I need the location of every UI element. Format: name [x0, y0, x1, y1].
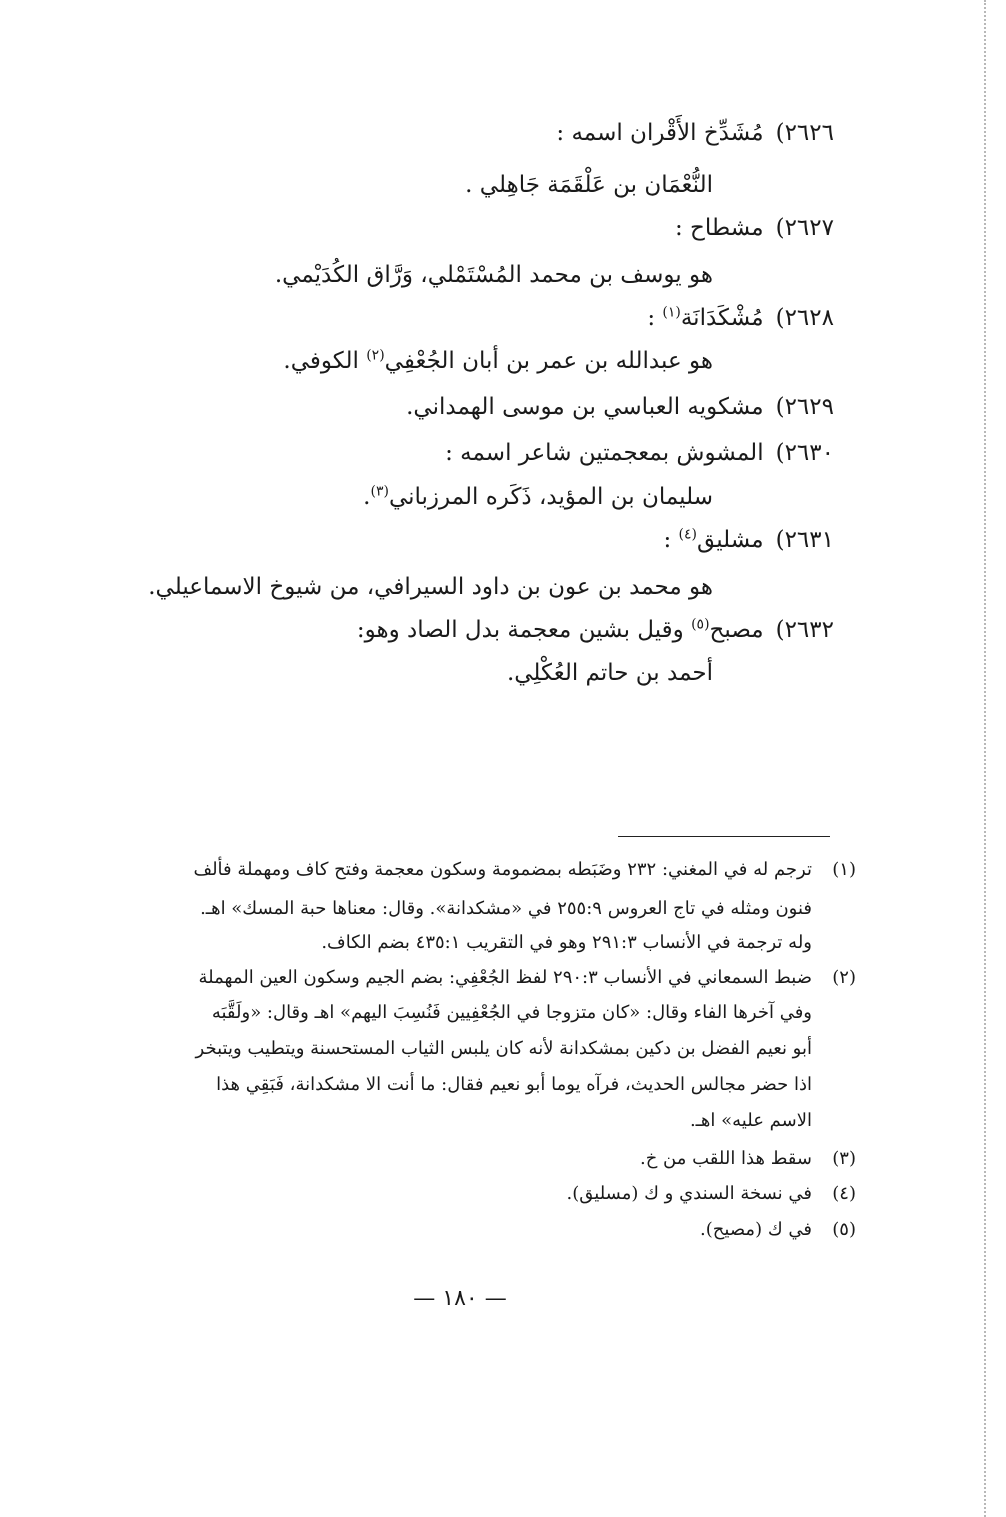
entry-text-tail: الكوفي. [283, 348, 367, 374]
entry-text: النُّعْمَان بن عَلْقَمَة جَاهِلي . [465, 172, 713, 198]
entry-number: ٢٦٢٨) [775, 305, 834, 331]
footnote-text: وفي آخرها الفاء وقال: «كان متزوجا في الجُعْفِيين فَنُسِبَ اليهم» اهـ وقال: «ولَقَّبَه [211, 1002, 812, 1023]
entry-2628-head [647, 303, 834, 333]
footnote-2-line-5 [690, 1108, 812, 1134]
page-number: — ١٨٠ — [413, 1286, 507, 1311]
entry-2627-body [275, 260, 713, 290]
footnote-5 [700, 1217, 856, 1243]
footnote-text: وله ترجمة في الأنساب ٢٩١:٣ وهو في التقريب ٤٣٥:١ بضم الكاف. [321, 932, 812, 953]
entry-text: هو محمد بن عون بن داود السيرافي، من شيوخ الاسماعيلي. [148, 574, 713, 600]
footnote-separator [618, 836, 830, 837]
entry-title: مصبح [709, 617, 764, 643]
entry-title: مشكويه العباسي بن موسى الهمداني. [406, 394, 764, 420]
entry-2632-head [357, 615, 834, 645]
footnote-text: فنون ومثله في تاج العروس ٢٥٥:٩ في «مشكدانة». وقال: معناها حبة المسك» اهـ. [200, 898, 812, 919]
entry-number: ٢٦٢٦) [775, 120, 834, 146]
entry-2629-head [406, 392, 834, 422]
entry-2627-head [675, 213, 834, 243]
footnote-3 [640, 1146, 856, 1172]
entry-title: مُشَدِّخ الأَقْران اسمه : [556, 120, 764, 146]
footnote-text: في ك (مصيح). [700, 1219, 812, 1240]
entry-number: ٢٦٢٧) [775, 215, 834, 241]
entry-2631-body [148, 572, 713, 602]
footnote-ref: (٥) [691, 616, 710, 633]
entry-text: أحمد بن حاتم العُكْلِي. [506, 660, 713, 686]
entry-text: هو عبدالله بن عمر بن أبان الجُعْفِي [384, 348, 713, 374]
footnote-text: ترجم له في المغني: ٢٣٢ وضَبَطه بمضمومة وسكون معجمة وفتح كاف ومهملة فألف [193, 859, 812, 880]
footnote-2-line-3 [196, 1036, 812, 1062]
footnote-number: (٣) [832, 1148, 856, 1169]
entry-text: هو يوسف بن محمد المُسْتَمْلي، وَرَّاق الكُدَيْمي. [274, 262, 713, 288]
footnote-number: (٤) [832, 1183, 856, 1204]
entry-2632-body [507, 658, 713, 688]
footnote-2-line-4 [216, 1072, 812, 1098]
footnote-number: (٥) [832, 1219, 856, 1240]
entry-2631-head [663, 525, 834, 555]
entry-title-tail: : [663, 527, 679, 553]
footnote-ref: (١) [662, 304, 681, 321]
footnote-text: ضبط السمعاني في الأنساب ٢٩٠:٣ لفظ الجُعْفِي: بضم الجيم وسكون العين المهملة [198, 967, 812, 988]
footnote-1-line-3 [321, 930, 812, 956]
entry-title-tail: وقيل بشين معجمة بدل الصاد وهو: [356, 617, 692, 643]
footnote-text: في نسخة السندي و ك (مسليق). [566, 1183, 812, 1204]
footnote-ref: (٤) [678, 526, 698, 543]
footnote-ref: (٣) [370, 483, 389, 500]
entry-2626-body [465, 170, 713, 200]
footnote-text: الاسم عليه» اهـ. [689, 1110, 812, 1131]
footnote-1-line-1 [193, 857, 856, 883]
footnote-text: اذا حضر مجالس الحديث، فرآه يوما أبو نعيم فقال: ما أنت الا مشكدانة، فَبَقِي هذا [216, 1074, 812, 1095]
footnote-2-line-1 [199, 965, 857, 991]
entry-number: ٢٦٣٢) [775, 617, 834, 643]
entry-number: ٢٦٣٠) [775, 440, 834, 466]
footnote-number: (٢) [832, 967, 856, 988]
entry-2628-body [283, 346, 713, 376]
entry-title: مشليق [697, 527, 764, 553]
page-edge-dots [984, 0, 986, 1517]
footnote-1-line-2 [200, 896, 812, 922]
footnote-ref: (٢) [366, 347, 385, 364]
entry-2630-body [363, 482, 713, 512]
footnote-4 [567, 1181, 856, 1207]
entry-2626-head [556, 118, 834, 148]
entry-title: المشوش بمعجمتين شاعر اسمه : [445, 440, 764, 466]
footnote-number: (١) [832, 859, 856, 880]
footnote-text: أبو نعيم الفضل بن دكين بمشكدانة لأنه كان يلبس الثياب المستحسنة ويتطيب ويتبخر [195, 1038, 812, 1059]
entry-number: ٢٦٣١) [775, 527, 834, 553]
footnote-2-line-2 [212, 1000, 812, 1026]
entry-title-tail: : [647, 305, 663, 331]
entry-2630-head [445, 438, 834, 468]
entry-text-tail: . [363, 484, 371, 510]
entry-title: مُشْكَدَانَة [680, 305, 764, 331]
entry-number: ٢٦٢٩) [775, 394, 834, 420]
footnote-text: سقط هذا اللقب من خ. [639, 1148, 812, 1169]
entry-title: مشطاح : [674, 215, 764, 241]
entry-text: سليمان بن المؤيد، ذَكَره المرزباني [388, 484, 713, 510]
